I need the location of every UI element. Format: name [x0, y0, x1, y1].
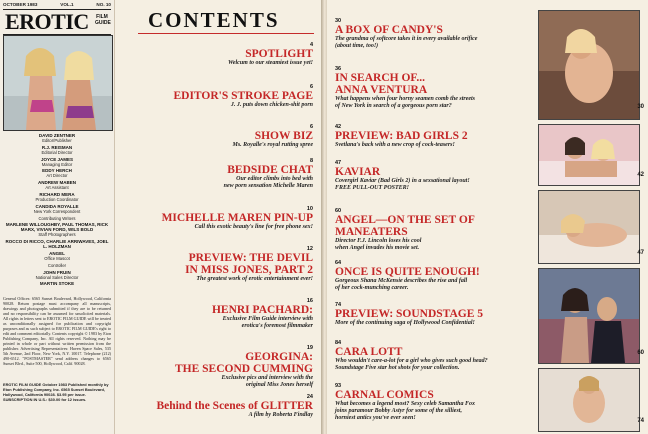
issue-date: OCTOBER 1983: [3, 2, 38, 7]
staff-role: Art Director: [46, 173, 68, 179]
staff-role: National Sales Director: [35, 274, 79, 280]
staff-name: MARLENE WILLOUGHBY, PAUL THOMAS, RICK MARX, VIVIAN FORD, WILS BOLD: [5, 222, 109, 233]
thumb-47-number: 47: [637, 250, 644, 256]
staff-entry: [3, 239, 111, 251]
thumb-42-image: [539, 125, 639, 185]
entry-title: A BOX OF CANDY'S: [335, 24, 443, 36]
issue-number: NO. 10: [96, 2, 111, 7]
entry-description: Welcum to our steamiest issue yet!: [227, 60, 313, 66]
contents-entry: [224, 158, 313, 190]
staff-name: ANGEL: [49, 250, 65, 256]
staff-entry: [3, 263, 111, 270]
staff-entry: [3, 145, 111, 157]
entry-description: Gorgeous Shana McKensie describes the rise and fall: [335, 278, 468, 284]
entry-title: EDITOR'S STROKE PAGE: [173, 90, 313, 102]
entry-page-number: 64: [335, 260, 342, 266]
entry-description: joins paramour Bobby Astyr for some of the silliest,: [335, 408, 462, 415]
entry-page-number: 84: [335, 340, 342, 346]
entry-page-number: 24: [306, 394, 313, 400]
entry-description: Ms. Royalle's royal rutting spree: [232, 142, 313, 148]
staff-entry: [3, 157, 111, 169]
thumb-60-number: 60: [637, 350, 644, 356]
staff-list: [3, 133, 111, 288]
contents-entry: [228, 42, 313, 67]
contents-entry: [173, 84, 313, 109]
staff-entry: [3, 204, 111, 216]
thumb-60: [538, 268, 640, 364]
thumb-42: [538, 124, 640, 186]
entry-description: A film by Roberta Findlay: [248, 412, 313, 418]
entry-description: erotica's foremost filmmaker: [241, 323, 313, 330]
entry-title-line2: ANNA VENTURA: [335, 84, 428, 96]
masthead-column: [0, 0, 115, 434]
contents-entry: [212, 298, 313, 330]
thumb-74: [538, 368, 640, 432]
entry-page-number: 47: [335, 160, 342, 166]
contents-entry: [335, 302, 535, 327]
thumb-30: [538, 10, 640, 120]
staff-role: Editorial Director: [41, 149, 73, 155]
entry-title: SHOW BIZ: [254, 130, 313, 142]
entry-title: GEORGINA:: [245, 351, 313, 363]
entry-page-number: 36: [335, 66, 342, 72]
thumb-74-number: 74: [637, 418, 644, 424]
contents-entry: [156, 394, 313, 419]
entry-description: What becomes a legend most? Sexy celeb Samantha Fox: [335, 401, 475, 407]
contents-entry: [175, 345, 313, 389]
contents-entry: [335, 208, 535, 252]
contents-entry: [162, 206, 313, 231]
title-rule: [138, 33, 314, 34]
entry-page-number: 19: [306, 345, 313, 351]
cover-photo-image: [4, 36, 112, 130]
entry-description: Exclusive Film Guide interview with: [222, 316, 313, 322]
staff-role: Office Mascot: [44, 255, 70, 261]
contents-entry: [335, 383, 535, 423]
thumb-30-image: [539, 11, 639, 119]
entry-description: Who wouldn't care-a-lot for a girl who gives such good head?: [335, 358, 488, 364]
entry-title-line2: MANEATERS: [335, 226, 408, 238]
entry-title: SPOTLIGHT: [245, 48, 313, 60]
thumb-74-image: [539, 369, 639, 431]
entry-title: BEDSIDE CHAT: [227, 164, 313, 176]
thumb-47-image: [539, 191, 639, 263]
staff-role: Controller: [47, 262, 67, 268]
entry-title: PREVIEW: SOUNDSTAGE 5: [335, 308, 484, 320]
staff-entry: [3, 251, 111, 263]
thumb-60-image: [539, 269, 639, 363]
entry-page-number: 16: [306, 298, 313, 304]
contents-entry: [335, 260, 535, 292]
staff-name: ANDREW MABEN: [38, 180, 76, 186]
entry-description: (about time, too!): [335, 43, 379, 50]
thumb-47: [538, 190, 640, 264]
staff-role: Production Coordinator: [35, 196, 79, 202]
staff-name: RICHARD MERA: [39, 191, 75, 197]
entry-title: ANGEL—ON THE SET OF: [335, 214, 475, 226]
entry-description: Svetlana's back with a new crop of cock-teasers!: [335, 142, 455, 148]
staff-entry: [3, 216, 111, 223]
entry-page-number: 4: [309, 42, 313, 48]
entry-description: Director F.J. Lincoln loses his cool: [335, 238, 422, 244]
entry-title: PREVIEW: BAD GIRLS 2: [335, 130, 468, 142]
staff-role: Editor/Publisher: [42, 138, 72, 143]
staff-role: Managing Editor: [41, 161, 73, 167]
staff-name: ROCCO DI RICCO, CHARLIE ARRIWAVES, JOEL L. HOLZMAN: [5, 239, 109, 250]
entry-page-number: 42: [335, 124, 342, 130]
cover-photo: [3, 35, 113, 131]
entry-page-number: 6: [309, 124, 313, 130]
entry-title: CARNAL COMICS: [335, 389, 434, 401]
entry-title: CARA LOTT: [335, 346, 403, 358]
issue-line: [3, 2, 111, 7]
staff-role: New York Correspondent: [33, 208, 81, 214]
entry-description: The greatest work of erotic entertainment ever!: [196, 276, 313, 282]
entry-title-line2: IN MISS JONES, PART 2: [185, 264, 313, 276]
entry-description: of New York in search of a gorgeous porn star?: [335, 103, 452, 110]
entry-description: What happens when four horny seamen comb the streets: [335, 96, 476, 102]
entry-description: FREE PULL-OUT POSTER!: [335, 185, 410, 192]
entry-title: KAVIAR: [335, 166, 381, 178]
entry-description: Soundstage Five star hot shots for your collection.: [335, 365, 460, 372]
staff-name: EDDY HERCH: [42, 168, 72, 174]
issue-volume: VOL.1: [60, 2, 74, 7]
entry-page-number: 74: [335, 302, 342, 308]
staff-entry: [3, 133, 111, 145]
contents-entry: [335, 124, 535, 149]
entry-title: IN SEARCH OF...: [335, 72, 425, 84]
staff-name: DAVID ZENTNER: [38, 133, 76, 138]
logo-subtitle: FILM GUIDE: [95, 14, 111, 26]
staff-entry: [3, 281, 111, 288]
staff-entry: [3, 222, 111, 239]
contents-entry: [335, 18, 535, 50]
staff-entry: [3, 270, 111, 282]
entry-page-number: 30: [335, 18, 342, 24]
entry-title: Behind the Scenes of GLITTER: [156, 400, 313, 412]
entry-description: More of the continuing saga of Hollywood Confidential!: [335, 320, 475, 326]
entry-description: Covergirl Kaviar (Bad Girls 2) in a sexsational layout!: [335, 178, 470, 184]
entry-title: MICHELLE MAREN PIN-UP: [161, 212, 313, 224]
contents-entry: [335, 160, 535, 192]
entry-title: ONCE IS QUITE ENOUGH!: [335, 266, 480, 278]
logo-word: EROTIC: [5, 9, 89, 34]
staff-name: CANDIDA ROYALLE: [35, 203, 79, 209]
staff-entry: [3, 168, 111, 180]
publication-notice: EROTIC FILM GUIDE October 1983 Published monthly by Eton Publishing Company, Inc. 6565 Sunset Boulevard, Hollywood, California 90028. $3.95 per issue. SUBSCRIPTION IN U.S.: $30.00 for 12 issues.: [3, 382, 109, 402]
entry-title-line2: THE SECOND CUMMING: [174, 363, 313, 375]
magazine-logo: [3, 9, 111, 35]
contents-title: CONTENTS: [148, 8, 280, 32]
entry-page-number: 10: [306, 206, 313, 212]
legal-notice: General Offices: 6565 Sunset Boulevard, Hollywood, California 90028. Return postage must accompany all manuscripts, drawings and photographs submitted if they are to be returned and no responsibility can be assumed for unsolicited materials. All rights in letters sent to EROTIC FILM GUIDE will be treated as unconditionally assigned for publication and copyright purposes and as such subject to EROTIC FILM GUIDE's right to edit and comment editorially. Contents copyright © 1983 by Eton Publishing Company, Inc. All rights reserved. Nothing may be printed in whole or part without written permission from the publisher. Advertising Representatives: Haven Space Sales, 535 5th Avenue, 2nd Floor, New York, N.Y. 10017. Telephone (212) 490-6512. "POSTMASTER" send address changes to 6565 Sunset Blvd., Suite 500, Hollywood, Calif. 90028.: [3, 296, 111, 366]
entry-description: new porn sensation Michelle Maren: [223, 183, 313, 190]
staff-role: Art Assistant: [45, 185, 69, 191]
entry-title: HENRI PACHARD:: [211, 304, 313, 316]
entry-description: Call this exotic beauty's line for free phone sex!: [194, 224, 313, 230]
contents-entry: [185, 246, 313, 283]
thumb-42-number: 42: [637, 172, 644, 178]
contents-entry: [232, 124, 313, 149]
entry-page-number: 12: [306, 246, 313, 252]
contents-entry: [335, 66, 535, 110]
staff-name: R.J. REISMAN: [41, 144, 73, 150]
entry-title: PREVIEW: THE DEVIL: [188, 252, 313, 264]
staff-name: JOHN FRUIN: [43, 269, 71, 275]
entry-description: Our editor climbs into bed with: [236, 176, 313, 182]
entry-description: when Angel invades his movie set.: [335, 245, 420, 252]
entry-page-number: 8: [309, 158, 313, 164]
staff-entry: [3, 192, 111, 204]
entry-description: J. J. puts down chicken-shit porn: [230, 102, 313, 108]
entry-page-number: 60: [335, 208, 342, 214]
contents-left-page: [115, 0, 321, 434]
entry-description: Exclusive pics and interview with the: [221, 375, 313, 381]
entry-description: horniest antics you've ever seen!: [335, 415, 416, 422]
staff-role: Contributing Writers: [38, 215, 76, 221]
staff-role: Staff Photographers: [38, 232, 76, 238]
staff-name: JOYCE JAMES: [40, 156, 73, 162]
contents-right-page: [327, 0, 648, 434]
entry-description: The grandma of softcore takes it in every available orifice: [335, 36, 478, 42]
contents-entry: [335, 340, 535, 372]
entry-description: original Miss Jones herself: [245, 382, 313, 389]
entry-page-number: 6: [309, 84, 313, 90]
staff-entry: [3, 180, 111, 192]
thumb-30-number: 30: [637, 104, 644, 110]
staff-name: MARTIN STOKE: [39, 281, 75, 287]
entry-description: of her cock-munching career.: [335, 285, 409, 292]
entry-page-number: 93: [335, 383, 342, 389]
